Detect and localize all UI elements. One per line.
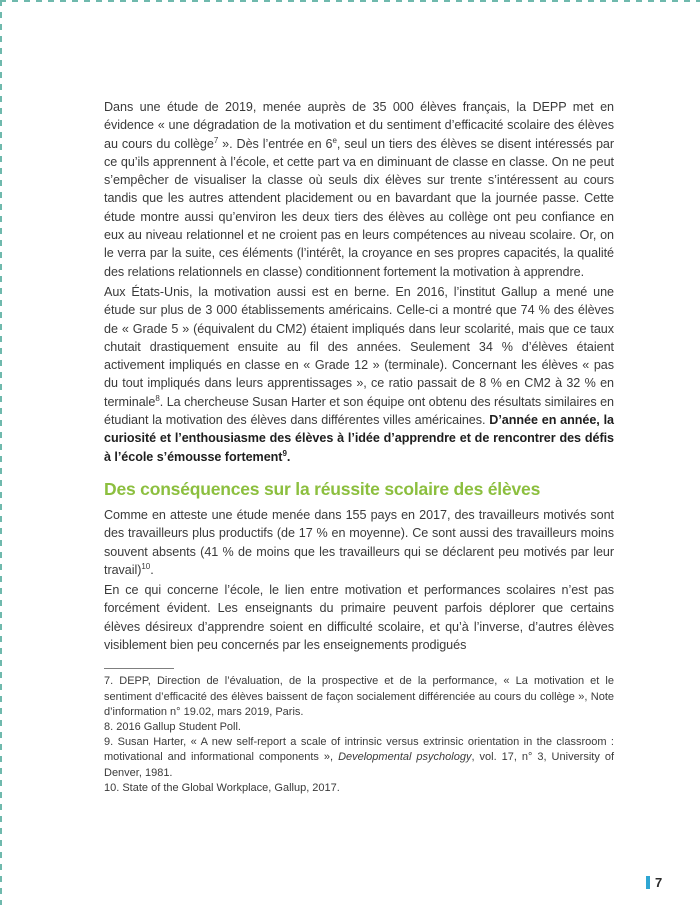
footnote-ref-7[interactable]: 7 xyxy=(213,135,219,145)
footnote-ref-8[interactable]: 8 xyxy=(155,393,160,403)
page-number xyxy=(646,875,662,889)
footnote-10: 10. State of the Global Workplace, Gallup, 2017. xyxy=(104,781,340,794)
footnotes xyxy=(104,674,614,796)
bold-emphasis: D’année en année, la curiosité et l’enthousiasme des élèves à l’idée d’apprendre et de rencontrer des défis à l’école s’émousse fortement$^9$. xyxy=(104,413,614,464)
footnote-8: 8. 2016 Gallup Student Poll. xyxy=(104,720,241,733)
page-border-left xyxy=(0,0,2,905)
footnote-9: 9. Susan Harter, « A new self-report a scale of intrinsic versus extrinsic orientation in the classroom : motivational and informational components », Developmental psychology, vol. 17, n° 3, University of Denver, 1981. xyxy=(104,736,615,779)
paragraph-school-link: En ce qui concerne l’école, le lien entre motivation et performances scolaires n’est pas forcément évident. Les enseignants du primaire peuvent parfois déplorer que certains élèves désireux d’apprendre soient en difficulté scolaire, et qu’à l’inverse, d’autres élèves visiblement bien peu concernés par les enseignements prodigués xyxy=(104,583,614,653)
section-heading: Des conséquences sur la réussite scolaire des élèves xyxy=(104,478,541,499)
page-content xyxy=(104,98,614,796)
page-number-bar xyxy=(646,876,650,889)
ordinal-sup: e xyxy=(332,135,337,145)
footnote-7: 7. DEPP, Direction de l’évaluation, de la prospective et de la performance, « La motivation et le sentiment d’efficacité des élèves baissent de façon socialement différenciée au cours du collège », Note d’information n° 19.02, mars 2019, Paris. xyxy=(104,675,614,718)
page-number-text: 7 xyxy=(655,874,663,890)
paragraph-workers-study: Comme en atteste une étude menée dans 155 pays en 2017, des travailleurs motivés sont des travailleurs plus productifs (de 17 % en moyenne). Ce sont aussi des travailleurs moins souvent absents (41 % de moins que les travailleurs qui se déclarent peu motivés par leur travail)$^{10}$. xyxy=(104,507,614,577)
footnote-divider xyxy=(104,668,174,669)
page-border-top xyxy=(0,0,700,2)
paragraph-depp-study: Dans une étude de 2019, menée auprès de 35 000 élèves français, la DEPP met en évidence « une dégradation de la motivation et du sentiment d’efficacité scolaire des élèves au cours du collège$^7$ ». Dès l’entrée en 6e, seul un tiers des élèves se disent intéressés par ce qu’ils apprennent à l’école, et cette part va en diminuant de classe en classe. On ne peut s’empêcher de visualiser la classe où seuls dix élèves sur trente s’intéressent au cours tandis que les autres attendent placidement ou en bavardant que la journée passe. Cette étude montre aussi qu’environ les deux tiers des élèves au collège ont peu confiance en eux au niveau relationnel et ne croient pas en leurs compétences au niveau scolaire. Or, on le verra par la suite, ces éléments (l’intérêt, la croyance en ses propres capacités, la qualité des relations relationnels en classe) conditionnent fortement la motivation à apprendre. xyxy=(104,100,614,279)
footnote-ref-10[interactable]: 10 xyxy=(141,561,151,571)
paragraph-us-motivation: Aux États-Unis, la motivation aussi est en berne. En 2016, l’institut Gallup a mené une étude sur plus de 3 000 établissements américains. Celle-ci a montré que 74 % des élèves de « Grade 5 » (équivalent du CM2) étaient impliqués dans leur scolarité, mais que ce taux chutait drastiquement ensuite au fil des années. Seulement 34 % d’élèves étaient activement impliqués en classe en « Grade 12 » (terminale). Concernant les élèves « pas du tout impliqués dans leurs apprentissages », ce ratio passait de 8 % en CM2 à 32 % en terminale$^8$. La chercheuse Susan Harter et son équipe ont obtenu des résultats similaires en étudiant la motivation des élèves dans différentes villes américaines. D’année en année, la curiosité et l’enthousiasme des élèves à l’idée d’apprendre et de rencontrer des défis à l’école s’émousse fortement$^9$. xyxy=(104,284,614,464)
footnote-ref-9[interactable]: 9 xyxy=(282,448,287,458)
